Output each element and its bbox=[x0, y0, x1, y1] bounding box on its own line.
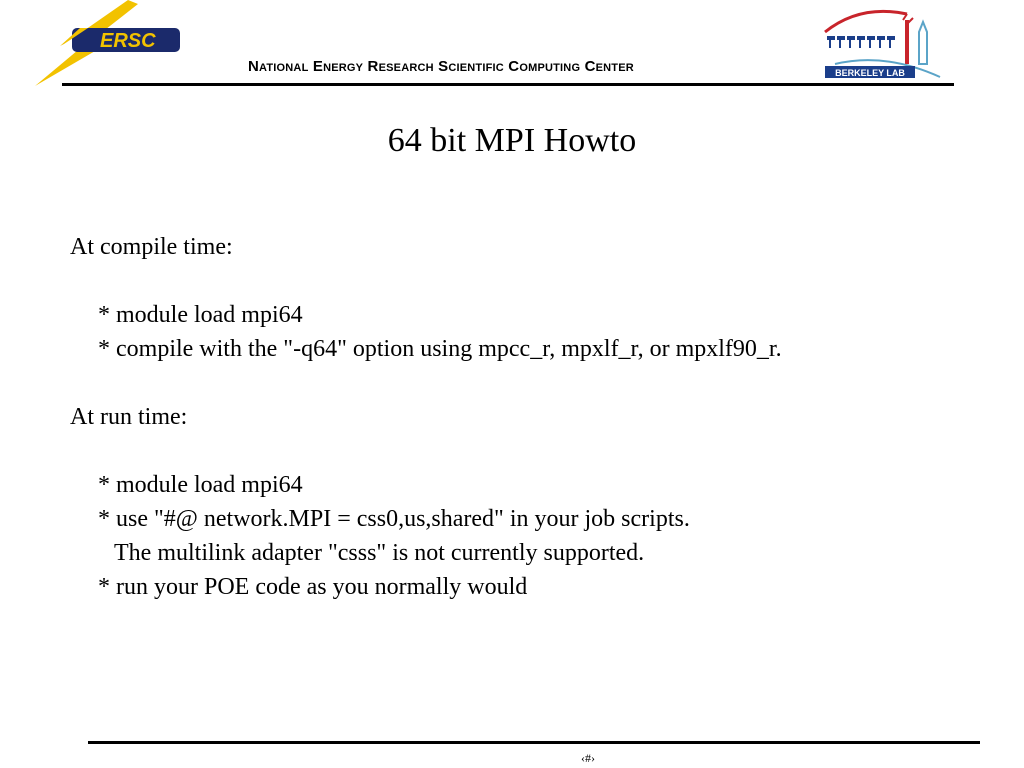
section-heading-compile: At compile time: bbox=[70, 234, 233, 260]
berkeley-lab-logo bbox=[815, 2, 945, 82]
header-title: National Energy Research Scientific Computing Center bbox=[248, 58, 634, 75]
section-heading-run: At run time: bbox=[70, 404, 188, 430]
slide-title: 64 bit MPI Howto bbox=[387, 122, 637, 159]
list-item: * run your POE code as you normally would bbox=[98, 574, 528, 600]
list-item: * compile with the "-q64" option using mpcc_r, mpxlf_r, or mpxlf90_r. bbox=[98, 336, 782, 362]
page-number: ‹#› bbox=[581, 751, 595, 765]
nersc-logo-text: ERSC bbox=[100, 30, 156, 52]
footer-divider bbox=[88, 741, 980, 744]
berkeley-logo-text: BERKELEY LAB bbox=[835, 68, 905, 78]
list-item: * module load mpi64 bbox=[98, 302, 303, 328]
nersc-logo bbox=[30, 0, 180, 90]
list-item: * module load mpi64 bbox=[98, 472, 303, 498]
list-item: * use "#@ network.MPI = css0,us,shared" in your job scripts. bbox=[98, 506, 690, 532]
header-divider bbox=[62, 83, 954, 86]
list-item-continuation: The multilink adapter "csss" is not currently supported. bbox=[114, 540, 645, 566]
